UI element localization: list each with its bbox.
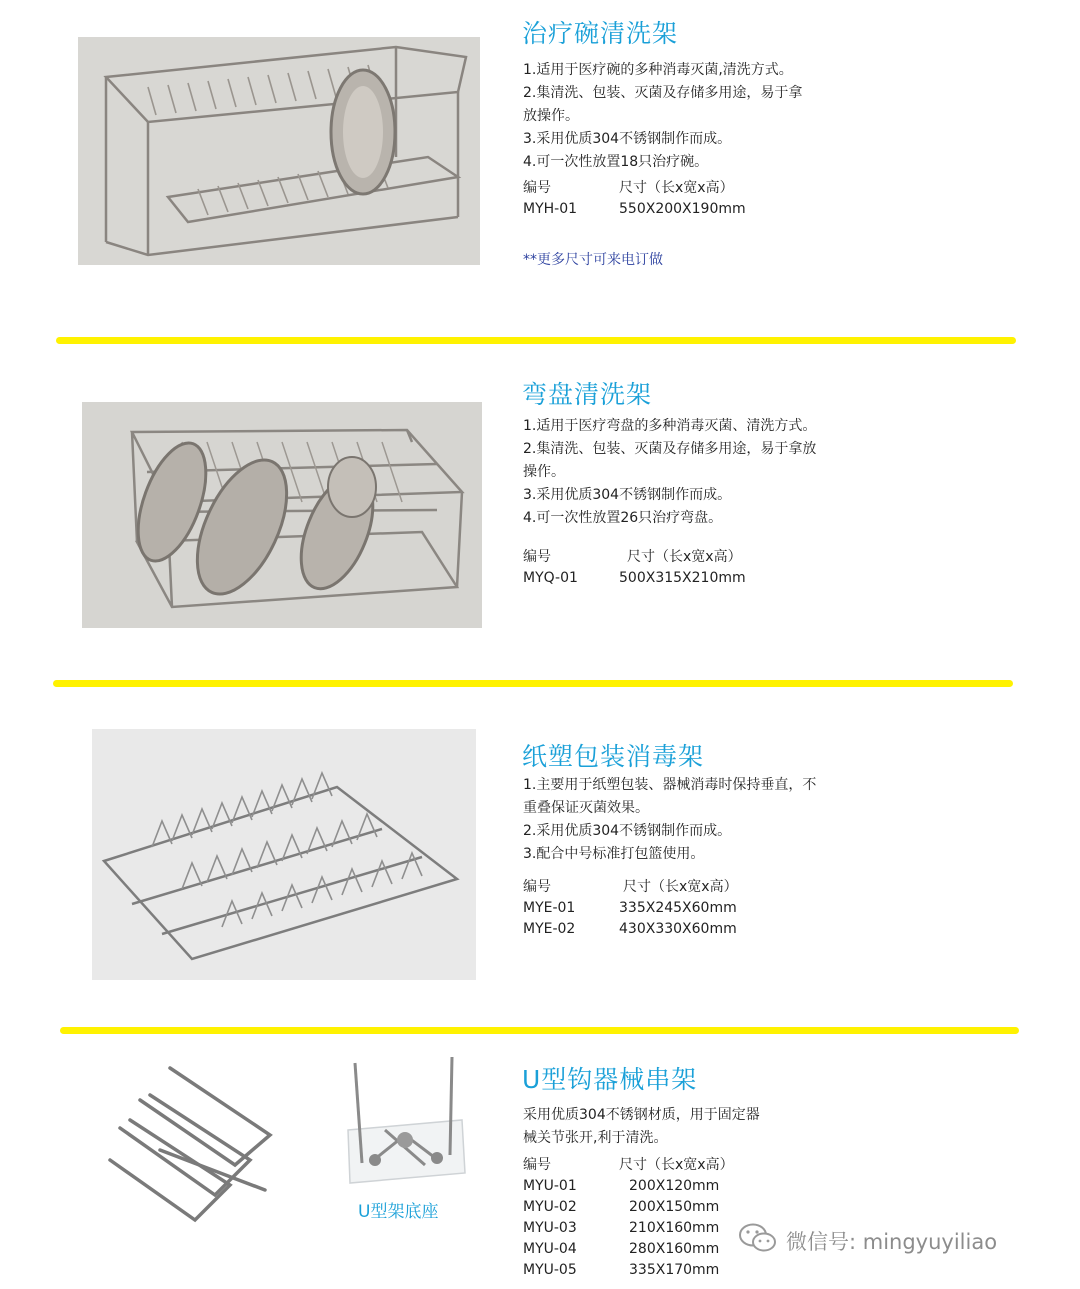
spec-header-code: 编号 [523,549,551,565]
bowl-rack-photo [78,37,480,265]
custom-size-note: **更多尺寸可来电订做 [523,252,663,268]
product-description [523,415,816,530]
spec-code: MYU-02 [523,1199,577,1215]
spec-header-code: 编号 [523,1157,551,1173]
paper-plastic-rack-photo [92,729,476,980]
spec-header-size: 尺寸（长x宽x高） [619,1157,734,1173]
section-divider [60,1027,1019,1034]
spec-row [523,568,746,589]
spec-code: MYE-01 [523,900,576,916]
description-line: 4.可一次性放置26只治疗弯盘。 [523,510,723,526]
product-description [523,774,816,866]
wechat-watermark [738,1222,997,1259]
product-title: 治疗碗清洗架 [522,19,679,48]
description-line: 3.采用优质304不锈钢制作而成。 [523,487,732,503]
product-title: U型钩器械串架 [522,1065,698,1094]
base-caption: U型架底座 [358,1202,439,1222]
description-line: 2.集清洗、包装、灭菌及存储多用途，易于拿放 [523,441,817,457]
spec-size: 200X150mm [629,1199,720,1215]
wechat-id-text: 微信号: mingyuyiliao [786,1229,998,1254]
description-line: 3.采用优质304不锈钢制作而成。 [523,131,732,147]
u-hook-rack-photo [100,1060,280,1230]
description-line: 4.可一次性放置18只治疗碗。 [523,154,709,170]
spec-row [523,199,746,220]
spec-size: 550X200X190mm [619,201,746,217]
product-description [523,59,802,174]
spec-code: MYU-01 [523,1178,577,1194]
spec-size: 335X170mm [629,1262,720,1278]
product-title: 纸塑包装消毒架 [522,742,705,771]
description-line: 操作。 [523,464,565,480]
section-divider [53,680,1013,687]
spec-row [523,1197,734,1218]
description-line: 放操作。 [523,108,579,124]
spec-size: 200X120mm [629,1178,720,1194]
spec-row [523,1260,734,1281]
product-description [523,1104,760,1150]
description-line: 1.适用于医疗碗的多种消毒灭菌,清洗方式。 [523,62,793,78]
description-line: 1.适用于医疗弯盘的多种消毒灭菌、清洗方式。 [523,418,817,434]
spec-header [523,547,746,568]
spec-code: MYU-03 [523,1220,577,1236]
u-rack-base-photo [340,1055,470,1190]
description-line: 械关节张开,利于清洗。 [523,1130,668,1146]
spec-size: 335X245X60mm [619,900,737,916]
spec-header-code: 编号 [523,879,551,895]
spec-code: MYU-04 [523,1241,577,1257]
description-line: 1.主要用于纸塑包装、器械消毒时保持垂直，不 [523,777,817,793]
spec-code: MYQ-01 [523,570,578,586]
wechat-icon [738,1222,778,1259]
spec-header-size: 尺寸（长x宽x高） [619,180,734,196]
spec-header-size: 尺寸（长x宽x高） [623,879,738,895]
spec-code: MYH-01 [523,201,578,217]
spec-header [523,877,738,898]
spec-table [523,1155,734,1281]
spec-table [523,877,738,940]
section-divider [56,337,1016,344]
spec-row [523,898,738,919]
spec-code: MYE-02 [523,921,576,937]
spec-table [523,178,746,220]
description-line: 2.采用优质304不锈钢制作而成。 [523,823,732,839]
spec-table [523,547,746,589]
spec-size: 500X315X210mm [619,570,746,586]
description-line: 3.配合中号标准打包篮使用。 [523,846,705,862]
spec-header [523,1155,734,1176]
spec-size: 210X160mm [629,1220,720,1236]
description-line: 采用优质304不锈钢材质，用于固定器 [523,1107,760,1123]
product-title: 弯盘清洗架 [522,380,653,409]
spec-row [523,919,738,940]
spec-size: 280X160mm [629,1241,720,1257]
curved-tray-rack-photo [82,402,482,628]
spec-header-code: 编号 [523,180,551,196]
spec-code: MYU-05 [523,1262,577,1278]
spec-header [523,178,746,199]
description-line: 重叠保证灭菌效果。 [523,800,649,816]
spec-row [523,1218,734,1239]
spec-header-size: 尺寸（长x宽x高） [627,549,742,565]
description-line: 2.集清洗、包装、灭菌及存储多用途，易于拿 [523,85,803,101]
spec-size: 430X330X60mm [619,921,737,937]
spec-row [523,1176,734,1197]
spec-row [523,1239,734,1260]
